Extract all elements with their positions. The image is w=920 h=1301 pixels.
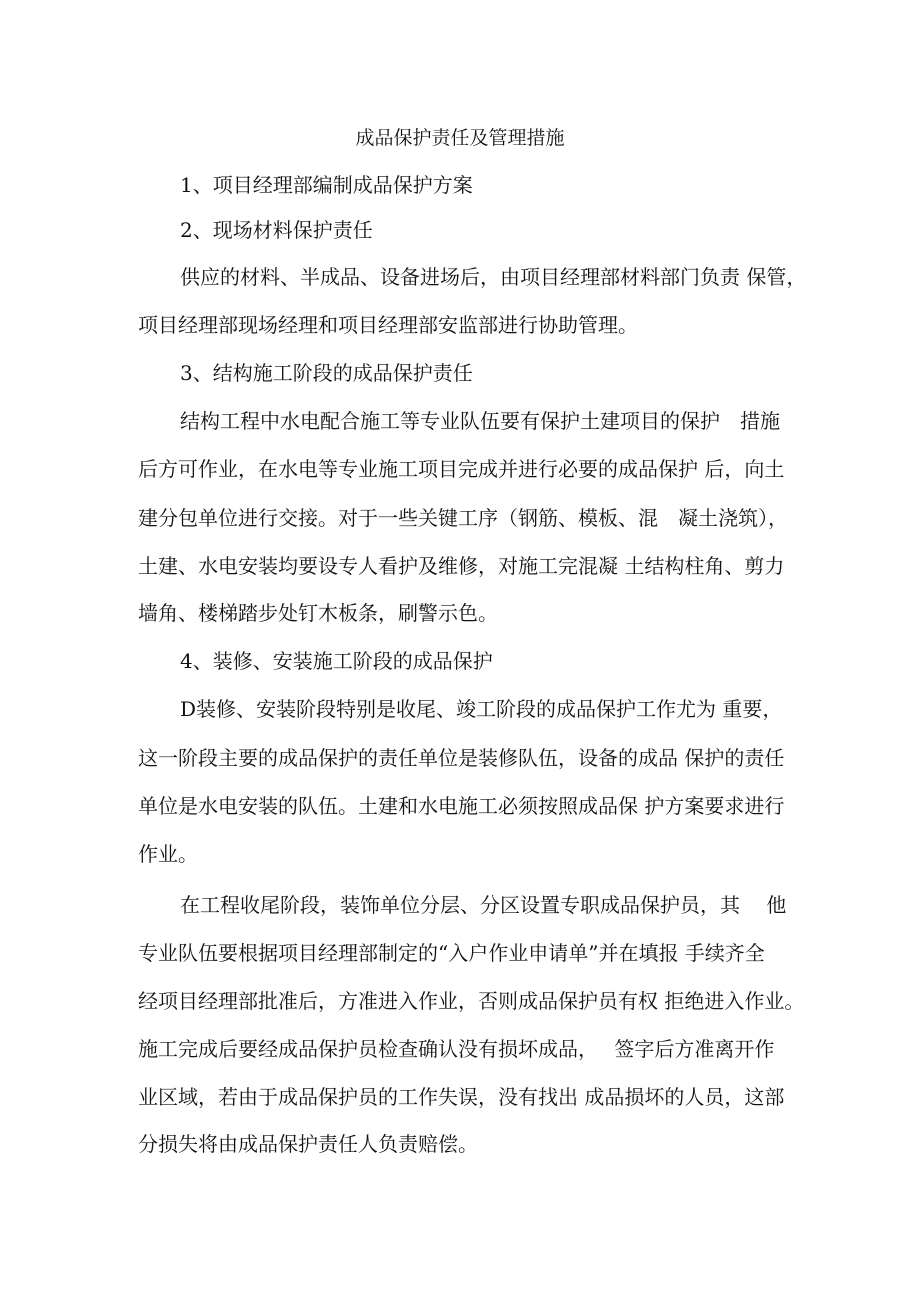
paragraph-line: 墙角、楼梯踏步处钉木板条，刷警示色。 [138,601,498,625]
paragraph-line: 经项目经理部批准后，方准进入作业，否则成品保护员有权 拒绝进入作业。 [138,989,805,1013]
section-heading-1: 1、项目经理部编制成品保护方案 [180,173,473,197]
paragraph-line: 作业。 [138,842,198,866]
paragraph-line: D装修、安装阶段特别是收尾、竣工阶段的成品保护工作尤为 重要， [180,697,783,721]
paragraph-line: 供应的材料、半成品、设备进场后，由项目经理部材料部门负责 保管， [180,265,807,289]
paragraph-line: 结构工程中水电配合施工等专业队伍要有保护土建项目的保护 措施 [180,409,780,433]
paragraph-line: 土建、水电安装均要设专人看护及维修，对施工完混凝 土结构柱角、剪力 [138,554,785,578]
paragraph-line: 专业队伍要根据项目经理部制定的“入户作业申请单”并在填报 手续齐全 [138,941,765,965]
section-heading-3: 3、结构施工阶段的成品保护责任 [180,361,473,385]
section-heading-2: 2、现场材料保护责任 [180,218,373,242]
paragraph-line: 在工程收尾阶段，装饰单位分层、分区设置专职成品保护员，其 他 [180,893,787,917]
paragraph-line: 单位是水电安装的队伍。土建和水电施工必须按照成品保 护方案要求进行 [138,794,785,818]
document-title: 成品保护责任及管理措施 [355,127,565,149]
section-heading-4: 4、装修、安装施工阶段的成品保护 [180,649,493,673]
paragraph-line: 建分包单位进行交接。对于一些关键工序（钢筋、模板、混 凝土浇筑）， [138,506,788,530]
paragraph-line: 施工完成后要经成品保护员检查确认没有损坏成品， 签字后方准离开作 [138,1037,775,1061]
paragraph-line: 后方可作业，在水电等专业施工项目完成并进行必要的成品保护 后，向土 [138,457,785,481]
paragraph-line: 这一阶段主要的成品保护的责任单位是装修队伍，设备的成品 保护的责任 [138,746,785,770]
paragraph-line: 业区域，若由于成品保护员的工作失误，没有找出 成品损坏的人员，这部 [138,1085,785,1109]
paragraph-line: 项目经理部现场经理和项目经理部安监部进行协助管理。 [138,313,638,337]
paragraph-line: 分损失将由成品保护责任人负责赔偿。 [138,1132,478,1156]
